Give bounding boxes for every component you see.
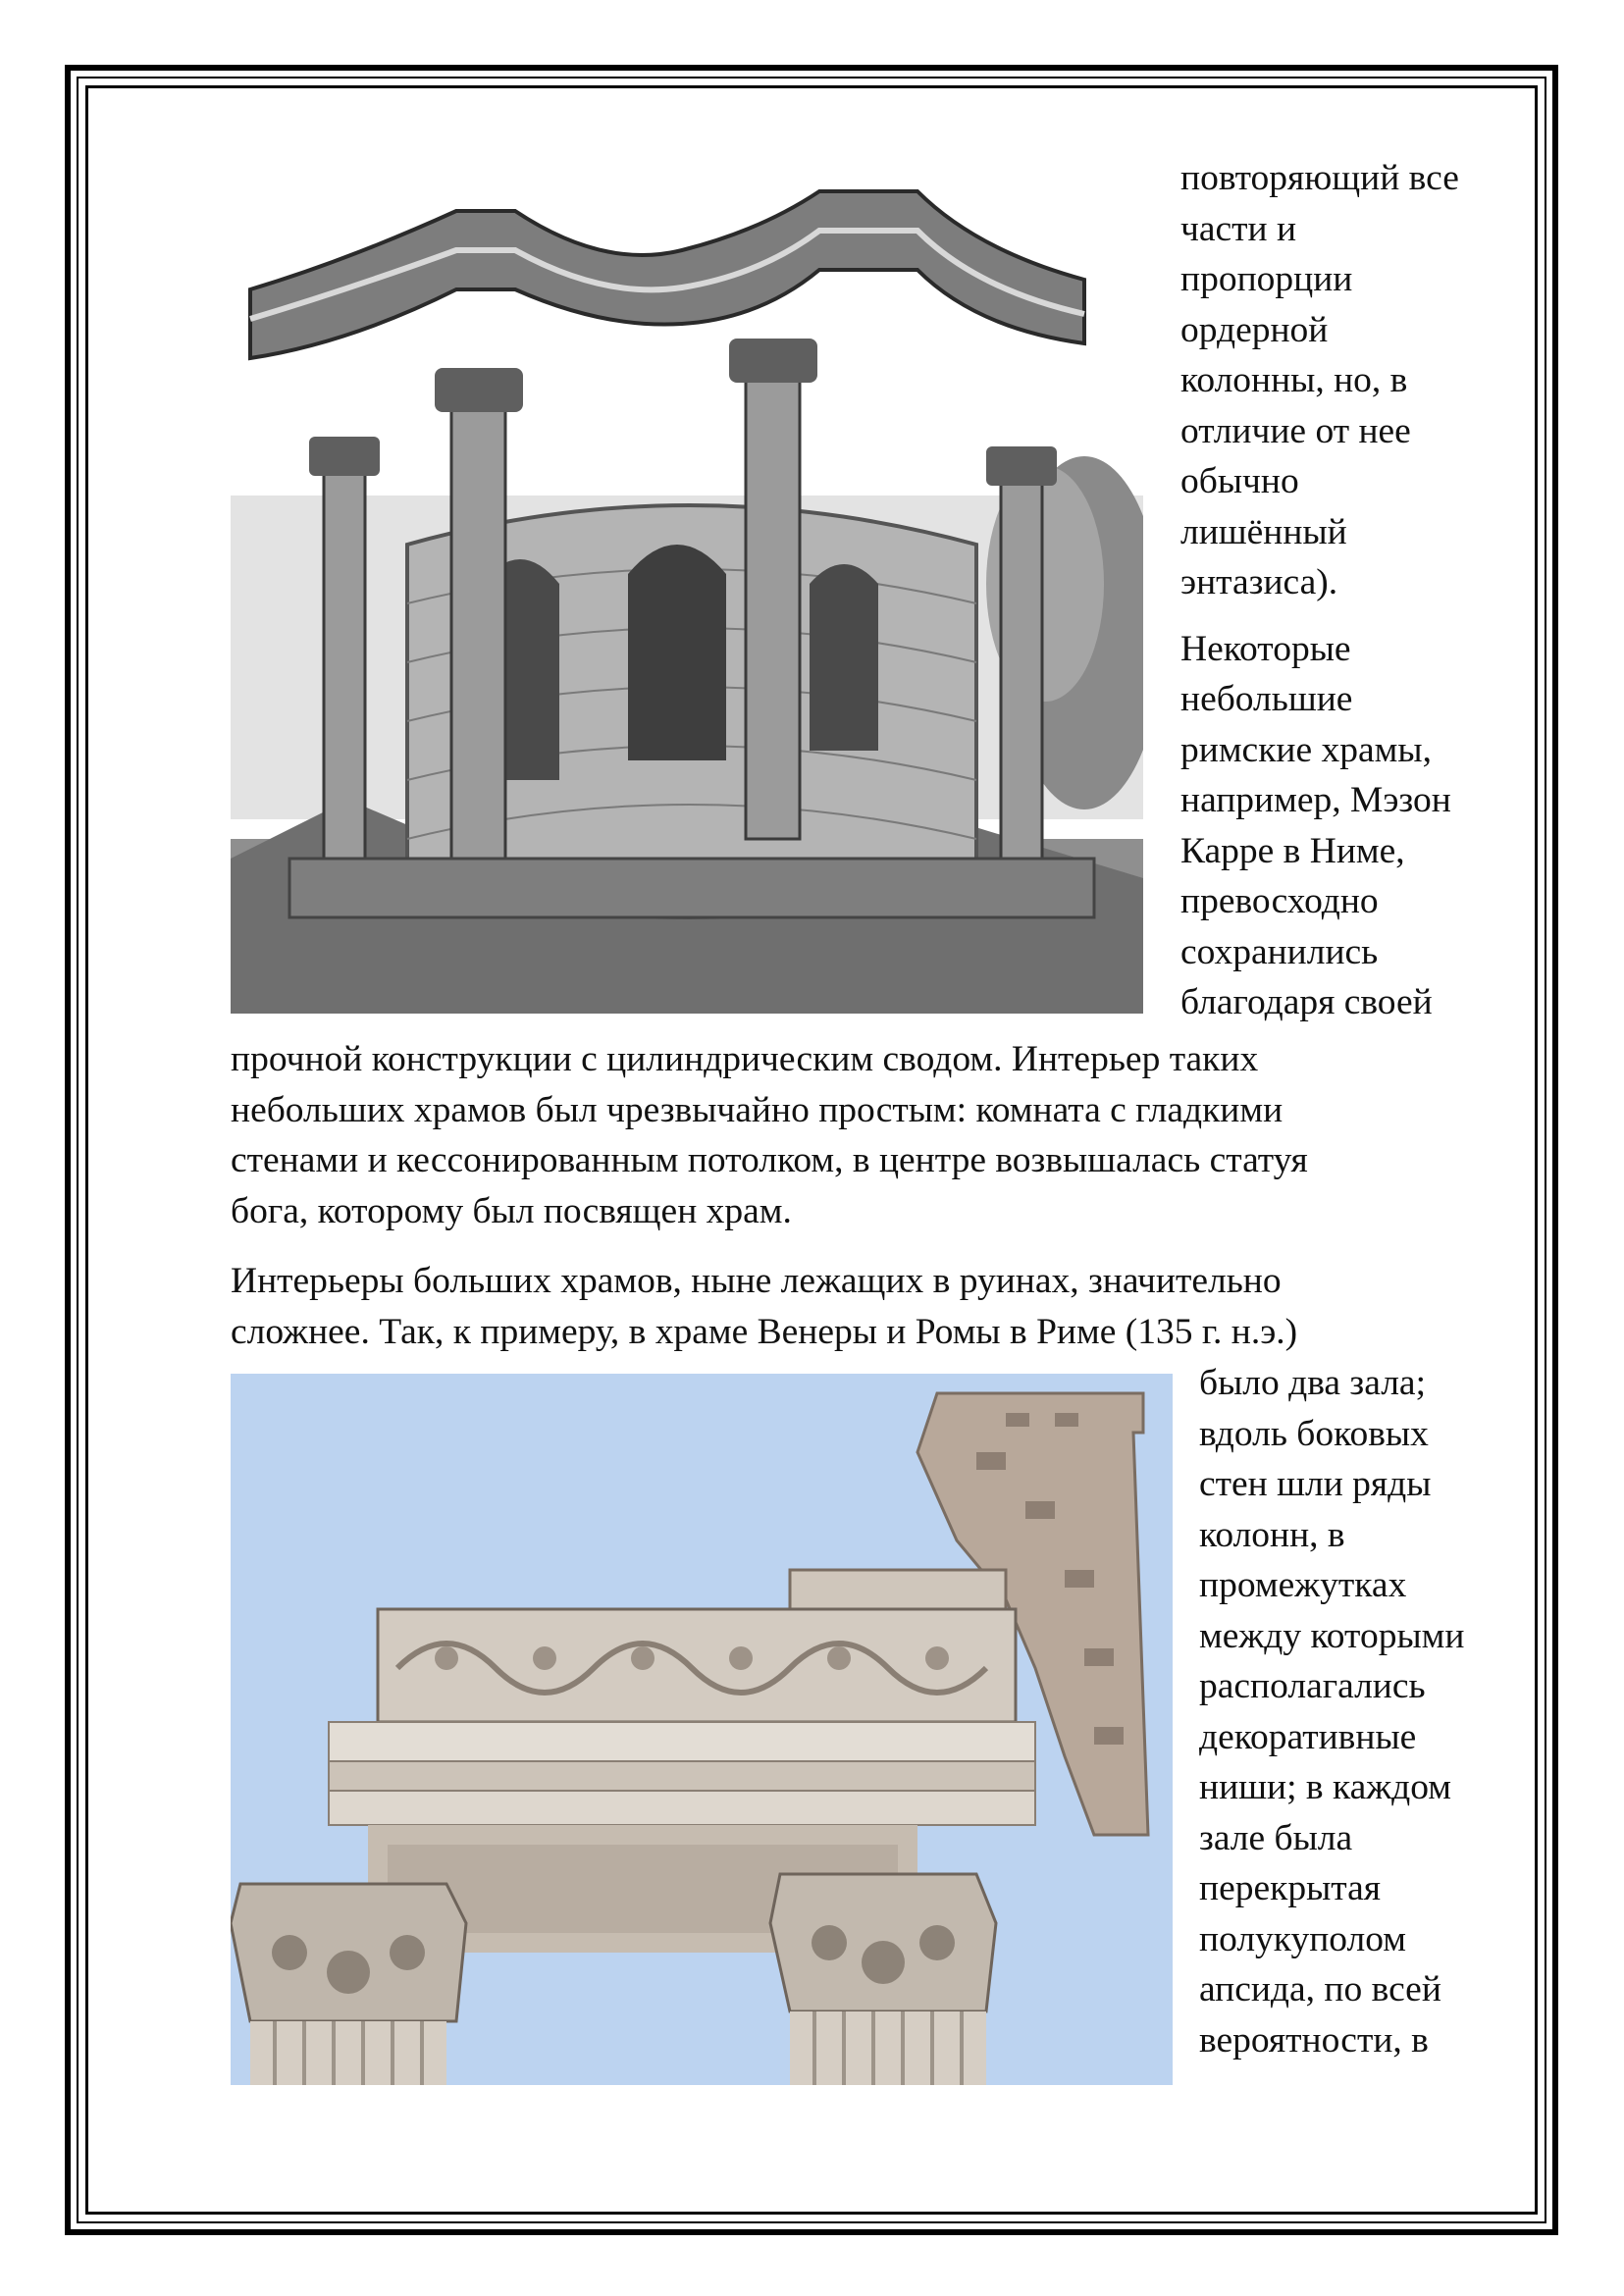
- paragraph-full-width-2: [231, 1256, 1536, 1357]
- text-line: бога, которому был посвящен храм.: [231, 1190, 792, 1231]
- text-line: вероятности, в: [1199, 2019, 1429, 2061]
- text-line: сложнее. Так, к примеру, в храме Венеры и Ромы в Риме (135 г. н.э.): [231, 1311, 1298, 1352]
- column-text-bottom: [1199, 1358, 1538, 2065]
- temple-photo-bw: [231, 172, 1143, 1014]
- text-line: апсида, по всей: [1199, 1969, 1441, 2009]
- text-line: Интерьеры больших храмов, ныне лежащих в руинах, значительно: [231, 1261, 1282, 1301]
- text-line: стен шли ряды: [1199, 1464, 1432, 1504]
- text-line: колонны, но, в: [1180, 360, 1408, 400]
- text-line: вдоль боковых: [1199, 1413, 1429, 1454]
- text-line: сохранились: [1180, 931, 1379, 972]
- text-line: обычно: [1180, 461, 1299, 501]
- text-line: части и: [1180, 208, 1297, 249]
- text-line: располагались: [1199, 1666, 1426, 1706]
- text-line: декоративные: [1199, 1716, 1417, 1757]
- text-line: пропорции: [1180, 259, 1353, 299]
- text-line: Карре в Ниме,: [1180, 830, 1405, 871]
- text-line: ордерной: [1180, 309, 1329, 350]
- text-line: перекрытая: [1199, 1868, 1382, 1908]
- text-line: прочной конструкции с цилиндрическим сводом. Интерьер таких: [231, 1039, 1259, 1079]
- text-line: колонн, в: [1199, 1514, 1345, 1555]
- text-line: зале была: [1199, 1817, 1353, 1858]
- text-line: полукуполом: [1199, 1918, 1407, 1959]
- text-line: Некоторые: [1180, 628, 1351, 669]
- text-line: ниши; в каждом: [1199, 1767, 1452, 1807]
- text-line: небольшие: [1180, 679, 1353, 719]
- text-line: благодаря своей: [1180, 982, 1433, 1022]
- text-line: римские храмы,: [1180, 729, 1432, 770]
- text-line: повторяющий все: [1180, 158, 1459, 198]
- column-text-top: [1180, 153, 1534, 1028]
- text-line: между которыми: [1199, 1615, 1465, 1656]
- paragraph-full-width-1: [231, 1034, 1536, 1236]
- text-line: отличие от нее: [1180, 410, 1411, 451]
- text-line: было два зала;: [1199, 1363, 1426, 1403]
- text-line: стенами и кессонированным потолком, в центре возвышалась статуя: [231, 1140, 1308, 1180]
- temple-ruins-photo-color: [231, 1374, 1173, 2085]
- text-line: небольших храмов был чрезвычайно простым: комната с гладкими: [231, 1089, 1283, 1130]
- text-line: лишённый: [1180, 511, 1347, 552]
- text-line: промежутках: [1199, 1565, 1407, 1605]
- text-line: например, Мэзон: [1180, 780, 1451, 820]
- text-line: превосходно: [1180, 881, 1379, 921]
- text-line: энтазиса).: [1180, 562, 1338, 602]
